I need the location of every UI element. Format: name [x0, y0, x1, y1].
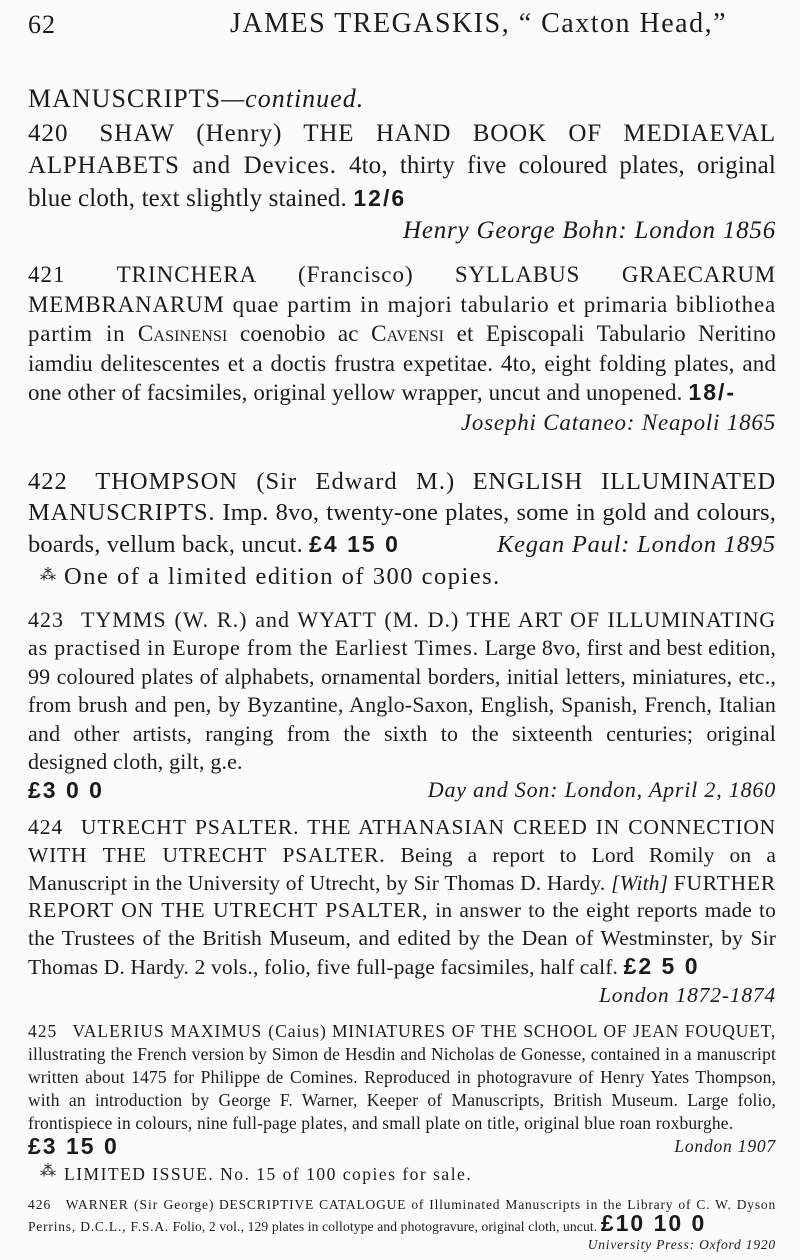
entry-note [28, 560, 776, 592]
entry-title: THE ART OF ILLUMINATING as practised in Europe from the Earliest Times. [28, 607, 776, 661]
catalogue-entry-421 [28, 260, 776, 438]
asterism-icon: ⁂ [40, 567, 56, 585]
entry-price: £2 5 0 [623, 952, 700, 979]
entry-imprint: Day and Son: London, April 2, 1860 [427, 777, 776, 803]
entry-author: TRINCHERA (Francisco) [116, 262, 414, 287]
entry-title-part: et Episcopali Tabulario Neritino iamdiu delitescentes et a doctis frustra expetitae. [28, 321, 777, 376]
entry-note [28, 1160, 776, 1186]
entry-number: 423 [28, 607, 64, 632]
entry-title: MINIATURES OF THE SCHOOL OF JEAN FOUQUET, [331, 1021, 777, 1041]
catalogue-entry-422 [28, 466, 776, 593]
catalogue-entry-424 [28, 814, 776, 1010]
page-number: 62 [28, 10, 56, 39]
entry-price: 18/- [688, 379, 737, 406]
entry-description: illustrating the French version by Simon de Hesdin and Nicholas de Gonesse, contained in a manuscript written about 1475 for Philippe de Comines. Reproduced in photogravure of Henry Yates Thompson, with an introduction by George F. Warner, Keeper of Manuscripts, British Museum. Large folio, frontispiece in colours, nine full-page plates, and small plate on title, original blue roan roxburghe. [28, 1044, 776, 1133]
running-title: JAMES TREGASKIS, “ Caxton Head,” [230, 8, 728, 39]
catalogue-entry-426 [28, 1196, 776, 1255]
entry-description: Imp. 8vo, twenty-one plates, some in gold and colours, boards, vellum back, uncut. [28, 499, 776, 558]
entry-note-text: One of a limited edition of 300 copies. [64, 563, 501, 591]
entry-title: DESCRIPTIVE CATALOGUE of Illuminated Manuscripts in the Library of C. W. Dyson Perrins, D.C.L., F.S.A. [28, 1197, 776, 1235]
section-continued: —continued. [221, 84, 365, 113]
entry-author: THOMPSON (Sir Edward M.) [95, 468, 456, 495]
entry-title: ENGLISH ILLUMINATED MANUSCRIPTS. [28, 468, 776, 527]
entry-number: 425 [28, 1021, 58, 1041]
section-heading [28, 84, 364, 114]
catalogue-entry-425 [28, 1020, 776, 1186]
entry-number: 426 [28, 1197, 52, 1212]
entry-title-smallcaps: Casinensi [137, 321, 228, 347]
entry-author: VALERIUS MAXIMUS (Caius) [72, 1021, 327, 1041]
catalogue-entry-423 [28, 606, 776, 806]
entry-imprint: Kegan Paul: London 1895 [496, 530, 776, 558]
entry-with: [With] [611, 870, 669, 895]
asterism-icon: ⁂ [40, 1163, 56, 1180]
entry-author: SHAW (Henry) [99, 120, 283, 147]
entry-number: 420 [28, 120, 69, 147]
entry-description-second: in answer to the eight reports made to the Trustees of the British Museum, and edited by the Dean of Westminster, by Sir Thomas D. Hardy. 2 vols., folio, five full-page facsimiles, half calf. [28, 898, 776, 979]
entry-description: 4to, eight folding plates, and one other of facsimiles, original yellow wrapper, uncut and unopened. [28, 350, 776, 406]
entry-imprint: London 1872-1874 [598, 982, 776, 1007]
entry-imprint: Josephi Cataneo: Neapoli 1865 [460, 409, 776, 435]
running-head [0, 6, 800, 46]
entry-description: Large 8vo, first and best edition, 99 coloured plates of alphabets, ornamental borders, initial letters, miniatures, etc., from brush and pen, by Byzantine, Anglo-Saxon, English, Spanish, French, Italian and other artists, ranging from the sixth to the sixteenth centuries; original designed cloth, gilt, g.e. [28, 635, 776, 775]
entry-price: £3 15 0 [28, 1133, 119, 1159]
entry-author: UTRECHT PSALTER. [80, 815, 300, 839]
entry-title-smallcaps: Cavensi [371, 321, 445, 347]
entry-author: WARNER (Sir George) [65, 1197, 215, 1212]
entry-price: £3 0 0 [28, 777, 104, 804]
entry-title: SYLLABUS GRAECARUM MEMBRANARUM quae partim in majori tabulario et primaria bibliothea partim in [28, 262, 776, 347]
entry-description: Folio, 2 vol., 129 plates in collotype and photogravure, original cloth, uncut. [172, 1219, 598, 1235]
section-label: MANUSCRIPTS [28, 84, 222, 113]
entry-author: TYMMS (W. R.) and WYATT (M. D.) [80, 607, 460, 632]
entry-note-text: LIMITED ISSUE. No. 15 of 100 copies for sale. [64, 1164, 473, 1184]
entry-imprint: University Press: Oxford 1920 [587, 1237, 776, 1253]
entry-title: THE HAND BOOK OF MEDIAEVAL ALPHABETS and Devices. [28, 120, 776, 179]
entry-description: Being a report to Lord Romily on a Manuscript in the University of Utrecht, by Sir Thomas D. Hardy. [28, 842, 777, 895]
entry-title-part: coenobio ac [239, 321, 359, 347]
entry-price: £4 15 0 [309, 530, 400, 557]
entry-title-second: FURTHER REPORT ON THE UTRECHT PSALTER, [28, 870, 776, 923]
entry-number: 422 [28, 468, 68, 495]
entry-imprint: London 1907 [674, 1136, 776, 1156]
entry-price: 12/6 [353, 185, 407, 211]
entry-price: £10 10 0 [600, 1210, 707, 1237]
entry-description: 4to, thirty five coloured plates, original blue cloth, text slightly stained. [28, 152, 777, 212]
catalogue-entry-420 [28, 118, 776, 247]
entry-number: 421 [28, 262, 66, 287]
entry-number: 424 [28, 815, 64, 839]
entry-imprint: Henry George Bohn: London 1856 [402, 217, 776, 244]
entry-title: THE ATHANASIAN CREED IN CONNECTION WITH THE UTRECHT PSALTER. [28, 815, 776, 867]
